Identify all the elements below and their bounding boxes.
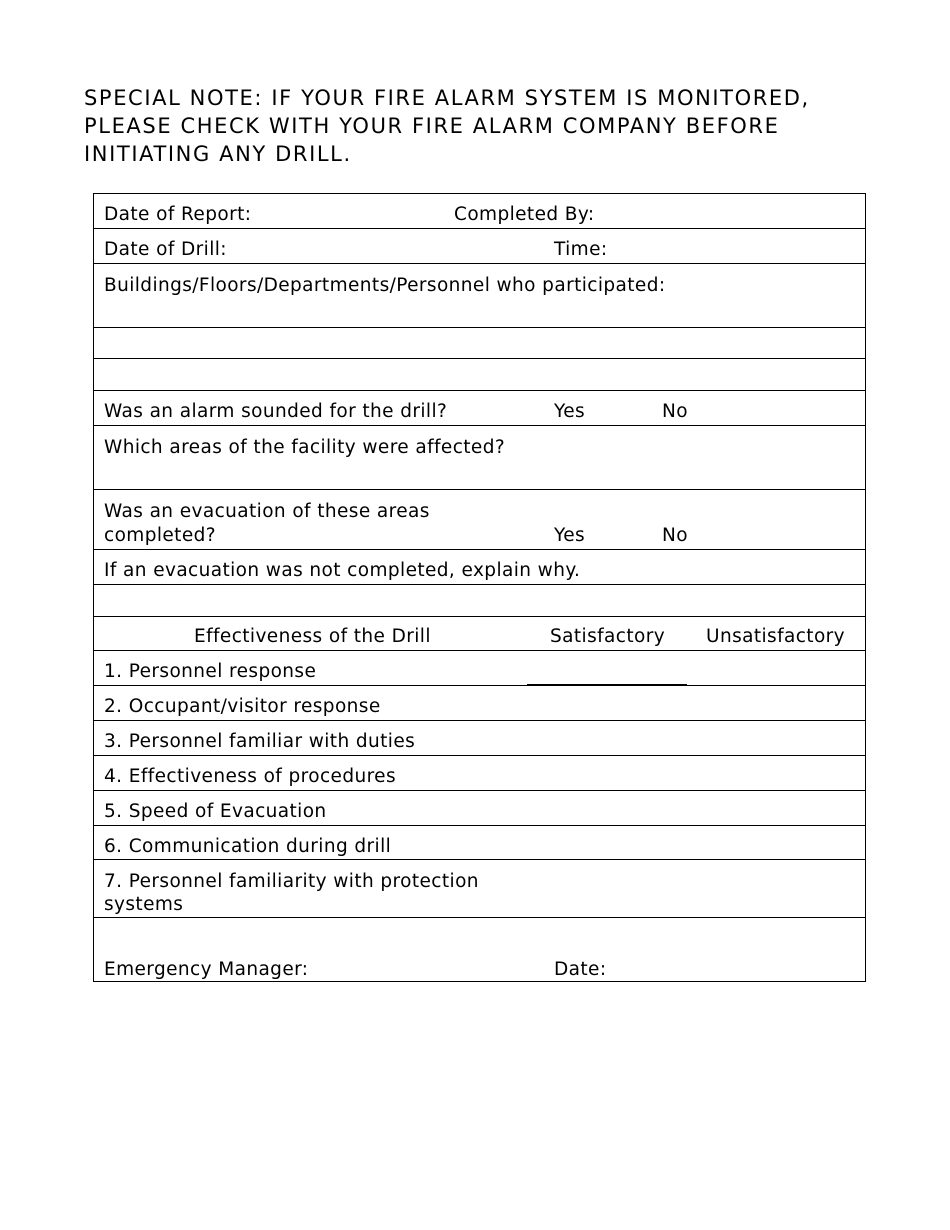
evacuation-question-line-1: Was an evacuation of these areas — [104, 501, 430, 522]
report-info-row — [94, 194, 865, 229]
alarm-yes-option[interactable]: Yes — [554, 401, 586, 422]
underline — [94, 263, 454, 264]
participants-label: Buildings/Floors/Departments/Personnel who participated: — [104, 275, 666, 296]
evacuation-yes-option[interactable]: Yes — [554, 525, 586, 546]
evacuation-explain-row — [94, 550, 865, 585]
evacuation-explain-label: If an evacuation was not completed, explain why. — [104, 560, 581, 581]
completed-by-label: Completed By: — [454, 204, 595, 225]
blank-entry-row[interactable] — [94, 328, 865, 359]
blank-entry-row[interactable] — [94, 585, 865, 617]
alarm-no-option[interactable]: No — [662, 401, 688, 422]
evacuation-question-line-2: completed? — [104, 525, 216, 546]
date-of-report-label: Date of Report: — [104, 204, 252, 225]
effectiveness-item-row — [94, 860, 865, 918]
time-label: Time: — [554, 239, 608, 260]
evacuation-question-row — [94, 490, 865, 550]
effectiveness-item-row — [94, 651, 865, 686]
effectiveness-item-label: 4. Effectiveness of procedures — [104, 766, 397, 787]
effectiveness-item-row — [94, 686, 865, 721]
evacuation-no-option[interactable]: No — [662, 525, 688, 546]
satisfactory-underline — [527, 684, 687, 685]
drill-date-row — [94, 229, 865, 264]
fire-drill-report-form — [93, 193, 866, 982]
effectiveness-header: Effectiveness of the Drill — [194, 626, 431, 647]
blank-entry-row[interactable] — [94, 359, 865, 391]
alarm-question-row — [94, 391, 865, 426]
special-note — [84, 84, 904, 168]
special-note-line-2: PLEASE CHECK WITH YOUR FIRE ALARM COMPANY BEFORE — [84, 114, 780, 138]
alarm-question-label: Was an alarm sounded for the drill? — [104, 401, 448, 422]
signature-date-label: Date: — [554, 959, 607, 980]
satisfactory-header: Satisfactory — [550, 626, 666, 647]
satisfactory-underline — [527, 650, 687, 651]
effectiveness-item-label: 1. Personnel response — [104, 661, 317, 682]
effectiveness-item-row — [94, 756, 865, 791]
effectiveness-item-label: 7. Personnel familiarity with protection — [104, 871, 479, 892]
effectiveness-item-label: 5. Speed of Evacuation — [104, 801, 327, 822]
yes-underline — [546, 549, 653, 550]
effectiveness-item-label: 2. Occupant/visitor response — [104, 696, 381, 717]
participants-row — [94, 264, 865, 328]
unsatisfactory-header: Unsatisfactory — [706, 626, 846, 647]
emergency-manager-label: Emergency Manager: — [104, 959, 309, 980]
special-note-line-3: INITIATING ANY DRILL. — [84, 142, 352, 166]
effectiveness-item-row — [94, 791, 865, 826]
effectiveness-item-label: 6. Communication during drill — [104, 836, 392, 857]
underline — [94, 228, 454, 229]
date-of-drill-label: Date of Drill: — [104, 239, 227, 260]
effectiveness-item-label-continued: systems — [104, 894, 184, 915]
effectiveness-header-row — [94, 617, 865, 651]
signature-row — [94, 918, 865, 982]
areas-affected-row — [94, 426, 865, 490]
areas-affected-label: Which areas of the facility were affected? — [104, 437, 506, 458]
effectiveness-item-row — [94, 826, 865, 860]
effectiveness-item-row — [94, 721, 865, 756]
special-note-line-1: SPECIAL NOTE: IF YOUR FIRE ALARM SYSTEM IS MONITORED, — [84, 86, 810, 110]
effectiveness-item-label: 3. Personnel familiar with duties — [104, 731, 416, 752]
